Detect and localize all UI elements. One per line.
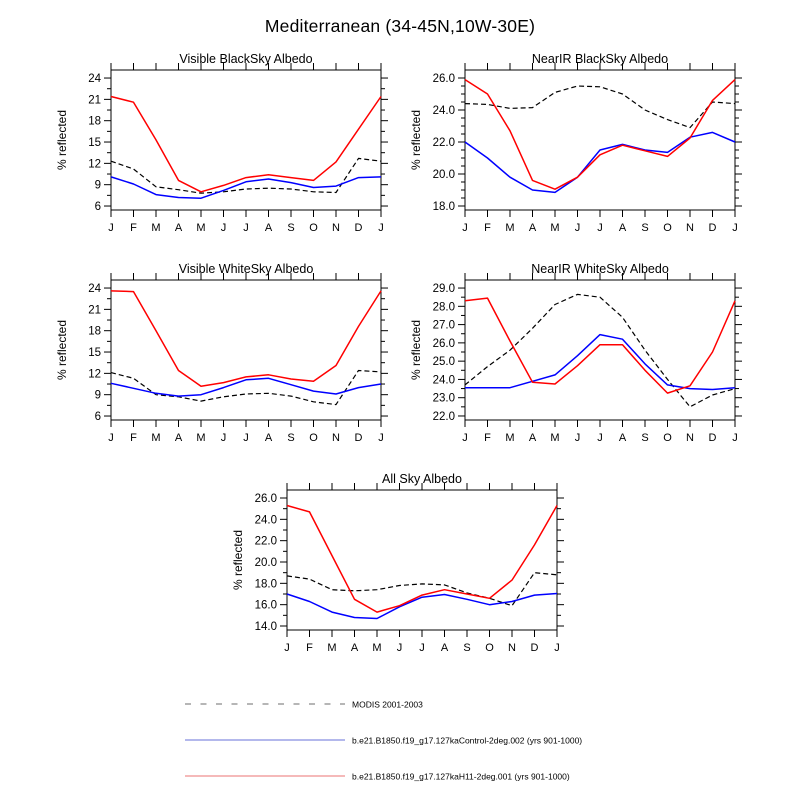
y-axis-label: % reflected — [55, 109, 69, 171]
subplot-title: Visible BlackSky Albedo — [179, 52, 313, 66]
x-tick-label: J — [220, 432, 227, 444]
x-tick-label: M — [151, 222, 161, 234]
x-tick-label: J — [597, 432, 603, 444]
x-tick-label: M — [327, 642, 337, 654]
y-tick-label: 20.0 — [254, 557, 277, 569]
y-tick-label: 22.0 — [254, 535, 277, 548]
y-tick-label: 21 — [88, 94, 101, 107]
legend-label-control: b.e21.B1850.f19_g17.127kaControl-2deg.002 (yrs 901-1000) — [352, 735, 583, 746]
y-tick-label: 6 — [94, 201, 101, 214]
axes-frame — [465, 280, 735, 420]
y-tick-label: 24.0 — [432, 374, 455, 387]
x-tick-label: M — [505, 222, 515, 234]
x-tick-label: A — [264, 222, 273, 234]
series-line-control — [465, 335, 735, 390]
y-tick-label: 28.0 — [432, 301, 455, 314]
y-tick-label: 24.0 — [432, 105, 455, 117]
x-tick-label: N — [332, 432, 340, 444]
x-tick-label: J — [574, 432, 581, 444]
x-tick-label: M — [505, 432, 515, 444]
panel-all-sky-albedo — [231, 472, 564, 654]
x-tick-label: J — [554, 642, 560, 654]
x-tick-label: J — [396, 642, 403, 654]
x-tick-label: J — [419, 642, 425, 654]
y-tick-label: 22.0 — [432, 410, 455, 423]
axes-frame — [111, 280, 381, 420]
y-tick-label: 29.0 — [432, 283, 455, 296]
y-tick-label: 18 — [88, 115, 101, 128]
y-tick-label: 9 — [94, 179, 101, 192]
series-line-modis — [111, 158, 381, 193]
x-tick-label: A — [528, 222, 537, 234]
subplot-title: NearIR BlackSky Albedo — [531, 52, 669, 66]
x-tick-label: J — [243, 222, 249, 234]
series-line-control — [465, 132, 735, 192]
y-tick-label: 25.0 — [432, 356, 455, 369]
y-tick-label: 22.0 — [432, 137, 455, 149]
y-tick-label: 27.0 — [432, 319, 455, 332]
y-tick-label: 18.0 — [432, 201, 455, 213]
x-tick-label: S — [287, 432, 295, 444]
series-line-control — [111, 177, 381, 198]
y-axis-label: % reflected — [55, 319, 69, 381]
x-tick-label: A — [264, 432, 273, 444]
y-tick-label: 6 — [94, 411, 101, 424]
subplot-title: NearIR WhiteSky Albedo — [531, 262, 669, 276]
x-tick-label: N — [686, 432, 694, 444]
x-tick-label: O — [663, 432, 672, 444]
y-tick-label: 26.0 — [432, 73, 455, 85]
y-tick-label: 26.0 — [254, 493, 277, 505]
y-tick-label: 24 — [88, 73, 101, 86]
panel-visible-blacksky-albedo — [55, 52, 388, 234]
x-tick-label: J — [108, 432, 114, 444]
y-axis-label: % reflected — [409, 109, 423, 171]
legend-label-modis: MODIS 2001-2003 — [352, 699, 423, 710]
x-tick-label: J — [108, 222, 114, 234]
x-tick-label: A — [350, 642, 359, 654]
x-tick-label: J — [597, 222, 603, 234]
y-tick-label: 24 — [88, 283, 101, 296]
x-tick-label: D — [708, 222, 717, 234]
series-line-control — [111, 378, 381, 396]
subplot-title: All Sky Albedo — [382, 472, 462, 486]
series-line-h11 — [111, 97, 381, 192]
legend-label-h11: b.e21.B1850.f19_g17.127kaH11-2deg.001 (yrs 901-1000) — [352, 771, 570, 782]
subplot-title: Visible WhiteSky Albedo — [178, 262, 314, 276]
series-line-modis — [111, 371, 381, 405]
legend-row-h11 — [185, 772, 570, 782]
y-tick-label: 15 — [88, 137, 101, 150]
x-tick-label: O — [663, 222, 672, 234]
y-tick-label: 14.0 — [254, 621, 277, 633]
y-tick-label: 23.0 — [432, 392, 455, 405]
x-tick-label: M — [550, 432, 560, 444]
y-tick-label: 18.0 — [254, 578, 277, 591]
x-tick-label: M — [550, 222, 560, 234]
series-line-control — [287, 594, 557, 619]
x-tick-label: O — [309, 222, 318, 234]
x-tick-label: N — [508, 642, 516, 654]
y-tick-label: 18 — [88, 325, 101, 338]
x-tick-label: F — [130, 222, 137, 234]
series-line-h11 — [287, 506, 557, 613]
x-tick-label: M — [372, 642, 382, 654]
y-axis-label: % reflected — [231, 529, 245, 591]
y-tick-label: 9 — [94, 389, 101, 402]
x-tick-label: D — [354, 222, 363, 234]
x-tick-label: F — [484, 222, 491, 234]
y-tick-label: 12 — [88, 368, 101, 381]
x-tick-label: J — [462, 432, 468, 444]
axes-frame — [287, 490, 557, 630]
legend-row-modis — [185, 700, 423, 710]
panel-visible-whitesky-albedo — [55, 262, 388, 444]
x-tick-label: N — [686, 222, 694, 234]
x-tick-label: A — [528, 432, 537, 444]
x-tick-label: J — [378, 222, 384, 234]
y-tick-label: 21 — [88, 304, 101, 317]
x-tick-label: A — [174, 222, 183, 234]
x-tick-label: J — [574, 222, 581, 234]
axes-frame — [465, 70, 735, 210]
x-tick-label: M — [196, 222, 206, 234]
x-tick-label: A — [174, 432, 183, 444]
x-tick-label: J — [220, 222, 227, 234]
y-axis-label: % reflected — [409, 319, 423, 381]
y-tick-label: 24.0 — [254, 514, 277, 527]
x-tick-label: J — [284, 642, 290, 654]
x-tick-label: M — [151, 432, 161, 444]
x-tick-label: S — [463, 642, 471, 654]
x-tick-label: A — [618, 222, 627, 234]
x-tick-label: F — [130, 432, 137, 444]
legend — [185, 700, 582, 782]
x-tick-label: J — [378, 432, 384, 444]
series-line-h11 — [111, 291, 381, 386]
x-tick-label: D — [530, 642, 539, 654]
x-tick-label: S — [641, 432, 649, 444]
panel-nearir-blacksky-albedo — [409, 52, 742, 234]
panel-nearir-whitesky-albedo — [409, 262, 742, 444]
page-title: Mediterranean (34-45N,10W-30E) — [264, 16, 536, 36]
x-tick-label: A — [440, 642, 449, 654]
x-tick-label: J — [732, 432, 738, 444]
x-tick-label: D — [354, 432, 363, 444]
series-line-h11 — [465, 298, 735, 393]
y-tick-label: 26.0 — [432, 337, 455, 350]
series-line-modis — [465, 86, 735, 128]
y-tick-label: 16.0 — [254, 599, 277, 612]
x-tick-label: M — [196, 432, 206, 444]
x-tick-label: S — [287, 222, 295, 234]
x-tick-label: F — [484, 432, 491, 444]
x-tick-label: A — [618, 432, 627, 444]
x-tick-label: S — [641, 222, 649, 234]
x-tick-label: J — [243, 432, 249, 444]
x-tick-label: O — [309, 432, 318, 444]
axes-frame — [111, 70, 381, 210]
x-tick-label: D — [708, 432, 717, 444]
x-tick-label: N — [332, 222, 340, 234]
y-tick-label: 20.0 — [432, 169, 455, 181]
x-tick-label: F — [306, 642, 313, 654]
x-tick-label: J — [462, 222, 468, 234]
x-tick-label: O — [485, 642, 494, 654]
x-tick-label: J — [732, 222, 738, 234]
y-tick-label: 12 — [88, 158, 101, 171]
legend-row-control — [185, 736, 582, 746]
series-line-modis — [465, 294, 735, 406]
y-tick-label: 15 — [88, 347, 101, 360]
